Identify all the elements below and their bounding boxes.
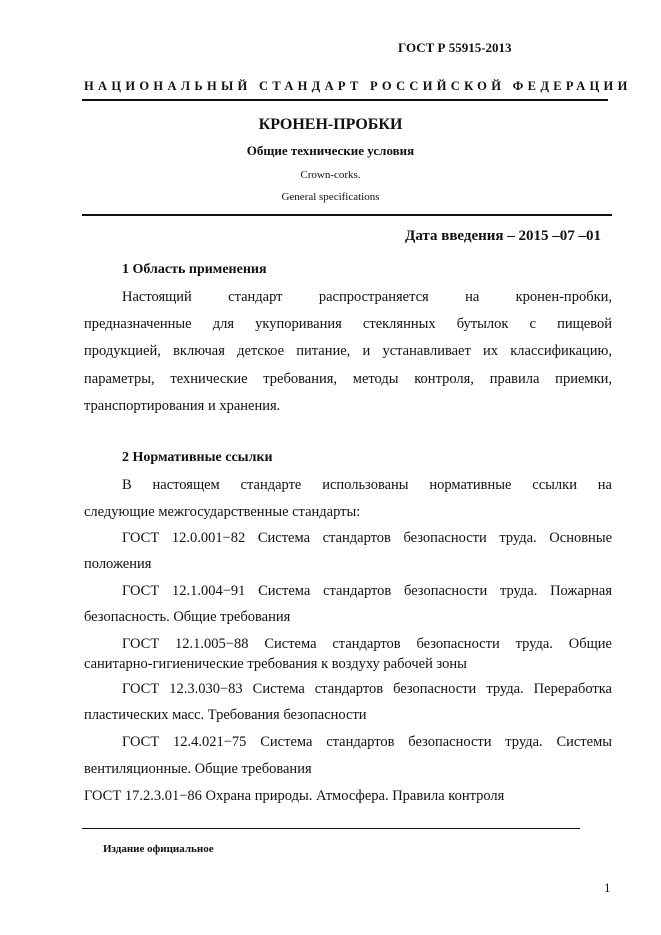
reference-line: безопасность. Общие требования [84,609,291,625]
section-2-heading: 2 Нормативные ссылки [122,450,273,465]
title-rule [82,214,612,216]
section-1-line: Настоящий стандарт распространяется на кронен-пробки, [122,289,612,305]
reference-line: положения [84,556,152,572]
section-2-intro-line: В настоящем стандарте использованы нормативные ссылки на [122,477,612,493]
reference-line: ГОСТ 12.0.001−82 Система стандартов безопасности труда. Основные [122,530,612,546]
reference-line: ГОСТ 12.1.005−88 Система стандартов безопасности труда. Общие [122,636,612,652]
english-title-line1: Crown-corks. [300,169,361,181]
footer-rule [82,828,580,829]
reference-line: ГОСТ 17.2.3.01−86 Охрана природы. Атмосфера. Правила контроля [84,788,505,804]
introduction-date: Дата введения – 2015 –07 –01 [405,228,602,244]
document-code: ГОСТ Р 55915-2013 [398,40,512,55]
section-1-line: продукцией, включая детское питание, и устанавливает их классификацию, [84,343,612,359]
section-1-heading: 1 Область применения [122,262,267,277]
header-rule [82,99,608,101]
standard-title: КРОНЕН-ПРОБКИ [258,116,403,133]
reference-line: ГОСТ 12.3.030−83 Система стандартов безопасности труда. Переработка [122,681,612,697]
reference-line: пластических масс. Требования безопасности [84,707,367,723]
page-number: 1 [604,880,611,895]
reference-line: вентиляционные. Общие требования [84,761,312,777]
reference-line: ГОСТ 12.4.021−75 Система стандартов безопасности труда. Системы [122,734,612,750]
section-1-line: транспортирования и хранения. [84,398,281,414]
national-standard-title: НАЦИОНАЛЬНЫЙ СТАНДАРТ РОССИЙСКОЙ ФЕДЕРАЦИИ [84,79,632,93]
section-1-line: предназначенные для укупоривания стеклянных бутылок с пищевой [84,316,612,332]
official-edition-note: Издание официальное [103,843,214,855]
section-2-intro-line: следующие межгосударственные стандарты: [84,504,361,520]
section-1-line: параметры, технические требования, методы контроля, правила приемки, [84,371,612,387]
english-title-line2: General specifications [281,191,380,203]
reference-line: ГОСТ 12.1.004−91 Система стандартов безопасности труда. Пожарная [122,583,612,599]
standard-subtitle: Общие технические условия [246,143,415,158]
reference-line: санитарно-гигиенические требования к воздуху рабочей зоны [84,656,467,672]
